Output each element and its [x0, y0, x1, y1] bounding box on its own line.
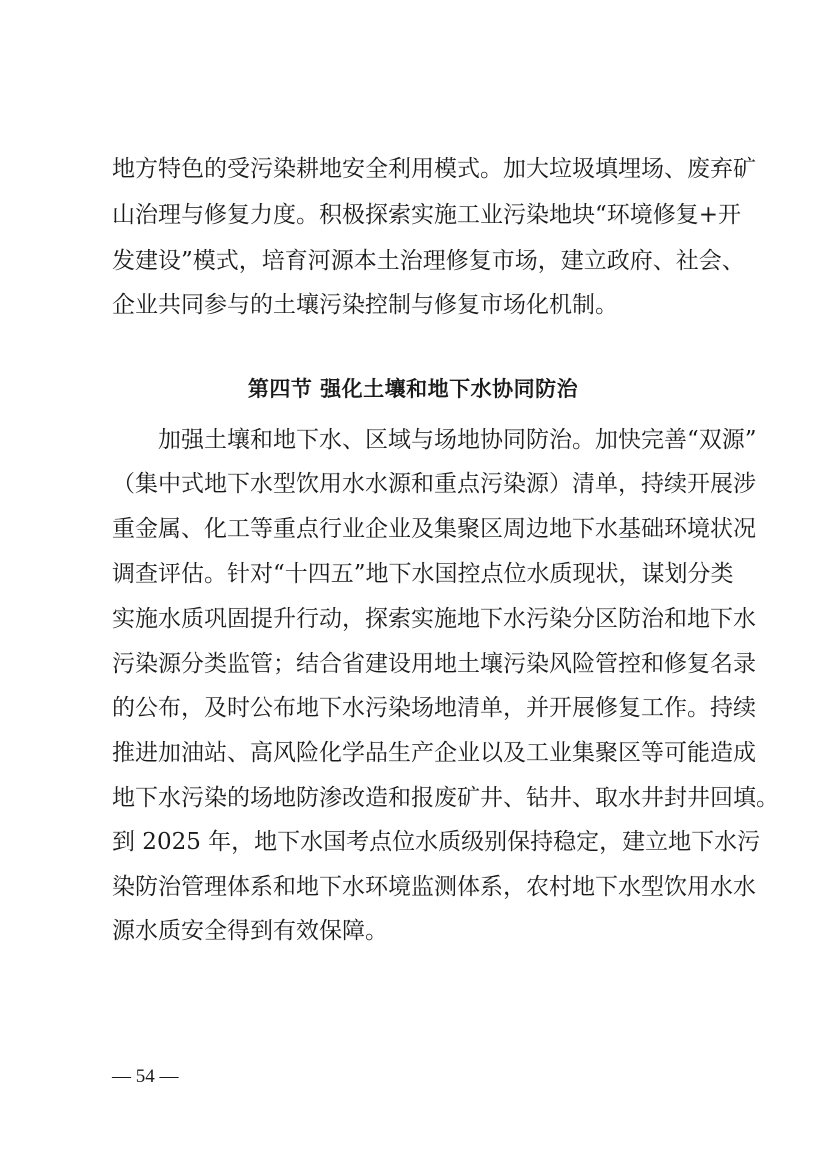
- paragraph-line: 地下水污染的场地防渗改造和报废矿井、钻井、取水井封井回填。: [112, 785, 779, 811]
- paragraph-line: 发建设”模式，培育河源本土治理修复市场，建立政府、社会、: [112, 248, 745, 274]
- paragraph-line: 加强土壤和地下水、区域与场地协同防治。加快完善“双源”: [112, 427, 757, 453]
- paragraph-line: 源水质安全得到有效保障。: [112, 918, 388, 944]
- paragraph-line: 山治理与修复力度。积极探索实施工业污染地块“环境修复+开: [112, 202, 742, 228]
- page-number: — 54 —: [112, 1066, 179, 1087]
- paragraph-line: 重金属、化工等重点行业企业及集聚区周边地下水基础环境状况: [112, 516, 756, 542]
- paragraph-line: 到 2025 年，地下水国考点位水质级别保持稳定，建立地下水污: [112, 829, 761, 855]
- paragraph-line: （集中式地下水型饮用水水源和重点污染源）清单，持续开展涉: [112, 471, 756, 497]
- section-heading: 第四节 强化土壤和地下水协同防治: [247, 377, 579, 401]
- paragraph-line: 地方特色的受污染耕地安全利用模式。加大垃圾填埋场、废弃矿: [112, 156, 756, 182]
- paragraph-line: 的公布，及时公布地下水污染场地清单，并开展修复工作。持续: [112, 695, 756, 721]
- paragraph-line: 企业共同参与的土壤污染控制与修复市场化机制。: [112, 292, 618, 318]
- paragraph-line: 调查评估。针对“十四五”地下水国控点位水质现状，谋划分类: [112, 561, 734, 587]
- paragraph-line: 实施水质巩固提升行动，探索实施地下水污染分区防治和地下水: [112, 606, 756, 632]
- paragraph-line: 污染源分类监管；结合省建设用地土壤污染风险管控和修复名录: [112, 651, 756, 677]
- paragraph-line: 染防治管理体系和地下水环境监测体系，农村地下水型饮用水水: [112, 874, 756, 900]
- paragraph-line: 推进加油站、高风险化学品生产企业以及工业集聚区等可能造成: [112, 740, 756, 766]
